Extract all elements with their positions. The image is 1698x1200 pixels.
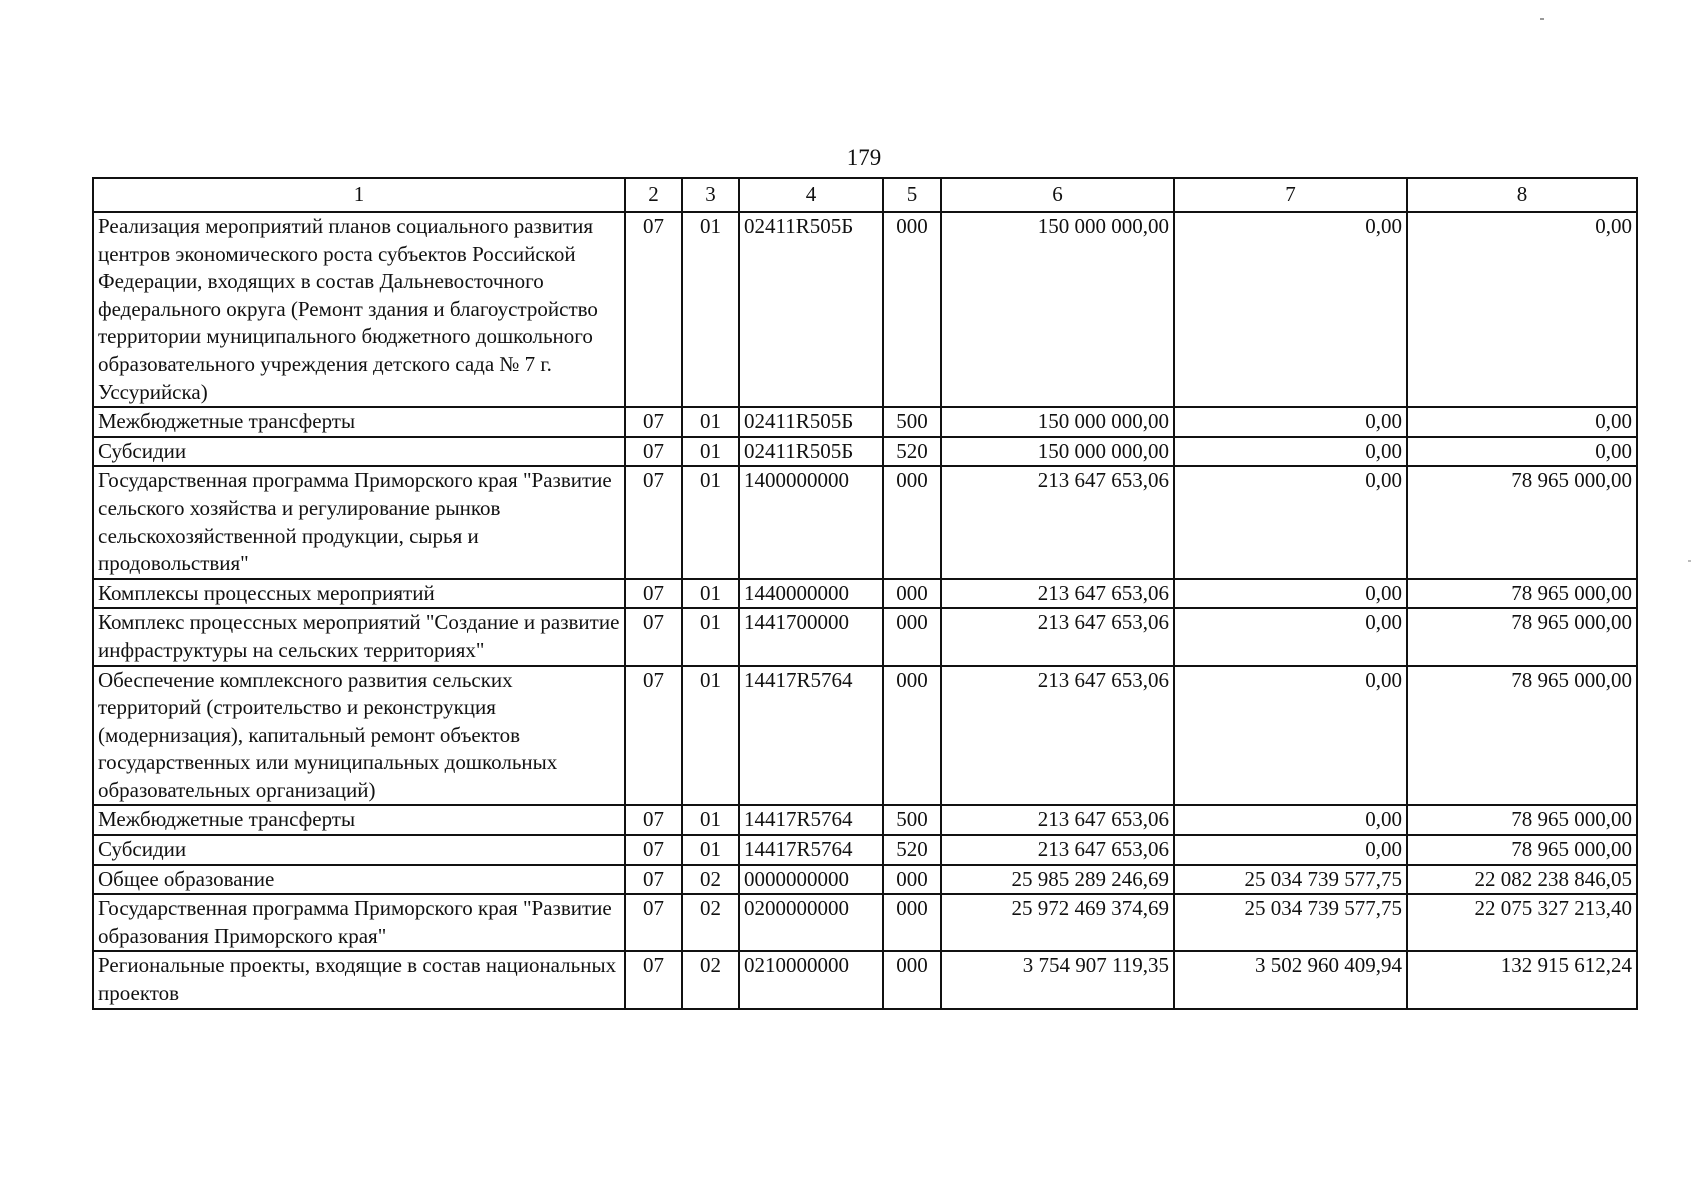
row-name: Субсидии (93, 835, 625, 865)
row-name: Общее образование (93, 865, 625, 895)
section-code: 07 (625, 608, 682, 665)
row-name: Реализация мероприятий планов социального развития центров экономического роста субъектов Российской Федерации, входящих в состав Дальневосточного федерального округа (Ремонт здания и благоустройство территории муниципального бюджетного дошкольного образовательного учреждения детского сада № 7 г. Уссурийска) (93, 212, 625, 407)
target-article-code: 02411R505Б (739, 407, 883, 437)
amount-col6: 3 754 907 119,35 (941, 951, 1174, 1008)
subsection-code: 01 (682, 407, 739, 437)
subsection-code: 01 (682, 608, 739, 665)
expense-type-code: 000 (883, 894, 941, 951)
section-code: 07 (625, 466, 682, 578)
amount-col6: 213 647 653,06 (941, 579, 1174, 609)
amount-col6: 213 647 653,06 (941, 805, 1174, 835)
expense-type-code: 000 (883, 466, 941, 578)
target-article-code: 0210000000 (739, 951, 883, 1008)
row-name: Комплекс процессных мероприятий "Создание и развитие инфраструктуры на сельских территориях" (93, 608, 625, 665)
column-header-5: 5 (883, 178, 941, 212)
scan-speck-margin (1688, 560, 1691, 562)
column-header-8: 8 (1407, 178, 1637, 212)
section-code: 07 (625, 865, 682, 895)
section-code: 07 (625, 805, 682, 835)
amount-col6: 213 647 653,06 (941, 466, 1174, 578)
table-row (93, 805, 1637, 835)
amount-col8: 78 965 000,00 (1407, 608, 1637, 665)
target-article-code: 02411R505Б (739, 437, 883, 467)
target-article-code: 1440000000 (739, 579, 883, 609)
target-article-code: 02411R505Б (739, 212, 883, 407)
row-name: Региональные проекты, входящие в состав национальных проектов (93, 951, 625, 1008)
amount-col6: 25 972 469 374,69 (941, 894, 1174, 951)
row-name: Обеспечение комплексного развития сельских территорий (строительство и реконструкция (модернизация), капитальный ремонт объектов государственных или муниципальных дошкольных образовательных организаций) (93, 666, 625, 806)
section-code: 07 (625, 437, 682, 467)
subsection-code: 02 (682, 951, 739, 1008)
amount-col8: 132 915 612,24 (1407, 951, 1637, 1008)
amount-col8: 78 965 000,00 (1407, 466, 1637, 578)
expense-type-code: 500 (883, 407, 941, 437)
amount-col6: 25 985 289 246,69 (941, 865, 1174, 895)
target-article-code: 0000000000 (739, 865, 883, 895)
table-row (93, 951, 1637, 1008)
amount-col6: 213 647 653,06 (941, 666, 1174, 806)
amount-col7: 0,00 (1174, 437, 1407, 467)
column-header-3: 3 (682, 178, 739, 212)
table-row (93, 608, 1637, 665)
expense-type-code: 000 (883, 608, 941, 665)
amount-col6: 150 000 000,00 (941, 212, 1174, 407)
amount-col7: 25 034 739 577,75 (1174, 865, 1407, 895)
table-row (93, 407, 1637, 437)
amount-col8: 78 965 000,00 (1407, 805, 1637, 835)
column-header-1: 1 (93, 178, 625, 212)
subsection-code: 02 (682, 865, 739, 895)
amount-col7: 0,00 (1174, 608, 1407, 665)
table-row (93, 835, 1637, 865)
row-name: Субсидии (93, 437, 625, 467)
amount-col7: 0,00 (1174, 212, 1407, 407)
section-code: 07 (625, 951, 682, 1008)
section-code: 07 (625, 894, 682, 951)
column-header-4: 4 (739, 178, 883, 212)
table-row (93, 437, 1637, 467)
expense-type-code: 000 (883, 212, 941, 407)
amount-col7: 25 034 739 577,75 (1174, 894, 1407, 951)
amount-col7: 3 502 960 409,94 (1174, 951, 1407, 1008)
column-header-7: 7 (1174, 178, 1407, 212)
row-name: Государственная программа Приморского края "Развитие образования Приморского края" (93, 894, 625, 951)
expense-type-code: 000 (883, 865, 941, 895)
budget-table (92, 177, 1638, 1010)
row-name: Государственная программа Приморского края "Развитие сельского хозяйства и регулирование рынков сельскохозяйственной продукции, сырья и продовольствия" (93, 466, 625, 578)
subsection-code: 02 (682, 894, 739, 951)
expense-type-code: 000 (883, 951, 941, 1008)
table-row (93, 466, 1637, 578)
expense-type-code: 000 (883, 579, 941, 609)
section-code: 07 (625, 835, 682, 865)
amount-col6: 213 647 653,06 (941, 835, 1174, 865)
subsection-code: 01 (682, 666, 739, 806)
scan-speck (1540, 18, 1544, 20)
amount-col6: 213 647 653,06 (941, 608, 1174, 665)
amount-col7: 0,00 (1174, 835, 1407, 865)
subsection-code: 01 (682, 805, 739, 835)
table-row (93, 894, 1637, 951)
subsection-code: 01 (682, 212, 739, 407)
subsection-code: 01 (682, 579, 739, 609)
subsection-code: 01 (682, 466, 739, 578)
row-name: Комплексы процессных мероприятий (93, 579, 625, 609)
amount-col8: 0,00 (1407, 437, 1637, 467)
amount-col8: 22 075 327 213,40 (1407, 894, 1637, 951)
amount-col8: 78 965 000,00 (1407, 835, 1637, 865)
section-code: 07 (625, 666, 682, 806)
table-row (93, 865, 1637, 895)
amount-col8: 0,00 (1407, 407, 1637, 437)
subsection-code: 01 (682, 437, 739, 467)
amount-col7: 0,00 (1174, 407, 1407, 437)
amount-col7: 0,00 (1174, 805, 1407, 835)
column-header-2: 2 (625, 178, 682, 212)
subsection-code: 01 (682, 835, 739, 865)
amount-col8: 78 965 000,00 (1407, 666, 1637, 806)
target-article-code: 0200000000 (739, 894, 883, 951)
target-article-code: 14417R5764 (739, 666, 883, 806)
amount-col6: 150 000 000,00 (941, 437, 1174, 467)
section-code: 07 (625, 212, 682, 407)
amount-col8: 0,00 (1407, 212, 1637, 407)
target-article-code: 14417R5764 (739, 835, 883, 865)
page-number: 179 (846, 145, 882, 170)
amount-col8: 78 965 000,00 (1407, 579, 1637, 609)
row-name: Межбюджетные трансферты (93, 407, 625, 437)
target-article-code: 14417R5764 (739, 805, 883, 835)
section-code: 07 (625, 407, 682, 437)
expense-type-code: 000 (883, 666, 941, 806)
amount-col8: 22 082 238 846,05 (1407, 865, 1637, 895)
header-row (93, 178, 1637, 212)
table-row (93, 579, 1637, 609)
amount-col7: 0,00 (1174, 579, 1407, 609)
column-header-6: 6 (941, 178, 1174, 212)
amount-col6: 150 000 000,00 (941, 407, 1174, 437)
table-row (93, 666, 1637, 806)
expense-type-code: 500 (883, 805, 941, 835)
expense-type-code: 520 (883, 835, 941, 865)
table-row (93, 212, 1637, 407)
target-article-code: 1441700000 (739, 608, 883, 665)
amount-col7: 0,00 (1174, 466, 1407, 578)
row-name: Межбюджетные трансферты (93, 805, 625, 835)
section-code: 07 (625, 579, 682, 609)
amount-col7: 0,00 (1174, 666, 1407, 806)
expense-type-code: 520 (883, 437, 941, 467)
target-article-code: 1400000000 (739, 466, 883, 578)
